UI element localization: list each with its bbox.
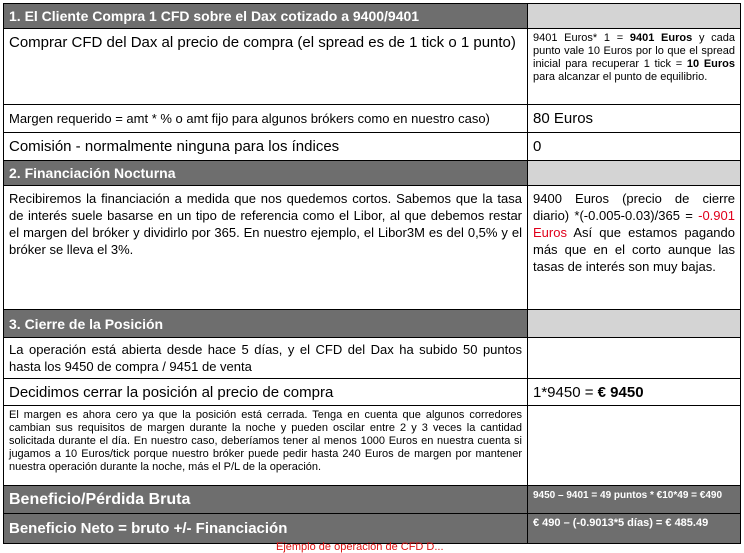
- section-2-title: 2. Financiación Nocturna: [4, 161, 528, 186]
- margin-value: 80 Euros: [528, 105, 741, 133]
- buy-description: Comprar CFD del Dax al precio de compra (el spread es de 1 tick o 1 punto): [4, 29, 528, 105]
- section-3-row-margin-note: [4, 406, 741, 486]
- section-2-header-blank: [528, 161, 741, 186]
- cfd-example-table: [3, 3, 741, 544]
- section-3-row-close: [4, 379, 741, 406]
- section-1-header-row: [4, 4, 741, 29]
- section-1-title: 1. El Cliente Compra 1 CFD sobre el Dax cotizado a 9400/9401: [4, 4, 528, 29]
- gross-result-value: 9450 – 9401 = 49 puntos * €10*49 = €490: [528, 486, 741, 514]
- section-1-header-blank: [528, 4, 741, 29]
- section-3-header-blank: [528, 310, 741, 338]
- net-result-value: € 490 – (-0.9013*5 días) = € 485.49: [528, 514, 741, 544]
- section-3-title: 3. Cierre de la Posición: [4, 310, 528, 338]
- margin-note: El margen es ahora cero ya que la posición está cerrada. Tenga en cuenta que algunos corredores cambian sus requisitos de margen durante la noche y pueden oscilar entre 2 y 3 veces la cantidad solicitada durante el día. En nuestro caso, deberíamos tener al menos 1000 Euros en nuestra cuenta si jugamos a 10 Euros/tick porque nuestro bróker puede pedir hasta 240 Euros de margen por mantener nuestra operación durante la noche, más el P/L de la operación.: [4, 406, 528, 486]
- section-1-row-margin: [4, 105, 741, 133]
- close-calculation: 1*9450 = € 9450: [528, 379, 741, 406]
- position-open-description: La operación está abierta desde hace 5 días, y el CFD del Dax ha subido 50 puntos hasta los 9450 de compra / 9451 de venta: [4, 338, 528, 379]
- section-2-header-row: [4, 161, 741, 186]
- margin-note-value: [528, 406, 741, 486]
- section-2-row-financing: [4, 186, 741, 310]
- close-description: Decidimos cerrar la posición al precio de compra: [4, 379, 528, 406]
- buy-calculation: 9401 Euros* 1 = 9401 Euros y cada punto vale 10 Euros por lo que el spread inicial para recuperar 1 tick = 10 Euros para alcanzar el punto de equilibrio.: [528, 29, 741, 105]
- gross-result-row: [4, 486, 741, 514]
- financing-calculation: 9400 Euros (precio de cierre diario) *(-0.005-0.03)/365 = -0.901 Euros Así que estamos pagando más que en el corto aunque las tasas de interés son muy bajas.: [528, 186, 741, 310]
- section-3-header-row: [4, 310, 741, 338]
- commission-description: Comisión - normalmente ninguna para los índices: [4, 133, 528, 161]
- commission-value: 0: [528, 133, 741, 161]
- net-result-row: [4, 514, 741, 544]
- net-result-label: Beneficio Neto = bruto +/- Financiación: [4, 514, 528, 544]
- table-caption: Ejemplo de operación de CFD D...: [276, 541, 444, 553]
- margin-description: Margen requerido = amt * % o amt fijo para algunos brókers como en nuestro caso): [4, 105, 528, 133]
- financing-description: Recibiremos la financiación a medida que nos quedemos cortos. Sabemos que la tasa de interés suele basarse en un tipo de referencia como el Libor, al que debemos restar el margen del bróker y dividirlo por 365. En nuestro ejemplo, el Libor3M es del 0,5% y el bróker se lleva el 3%.: [4, 186, 528, 310]
- section-1-row-commission: [4, 133, 741, 161]
- gross-result-label: Beneficio/Pérdida Bruta: [4, 486, 528, 514]
- section-3-row-open: [4, 338, 741, 379]
- section-1-row-buy: [4, 29, 741, 105]
- position-open-value: [528, 338, 741, 379]
